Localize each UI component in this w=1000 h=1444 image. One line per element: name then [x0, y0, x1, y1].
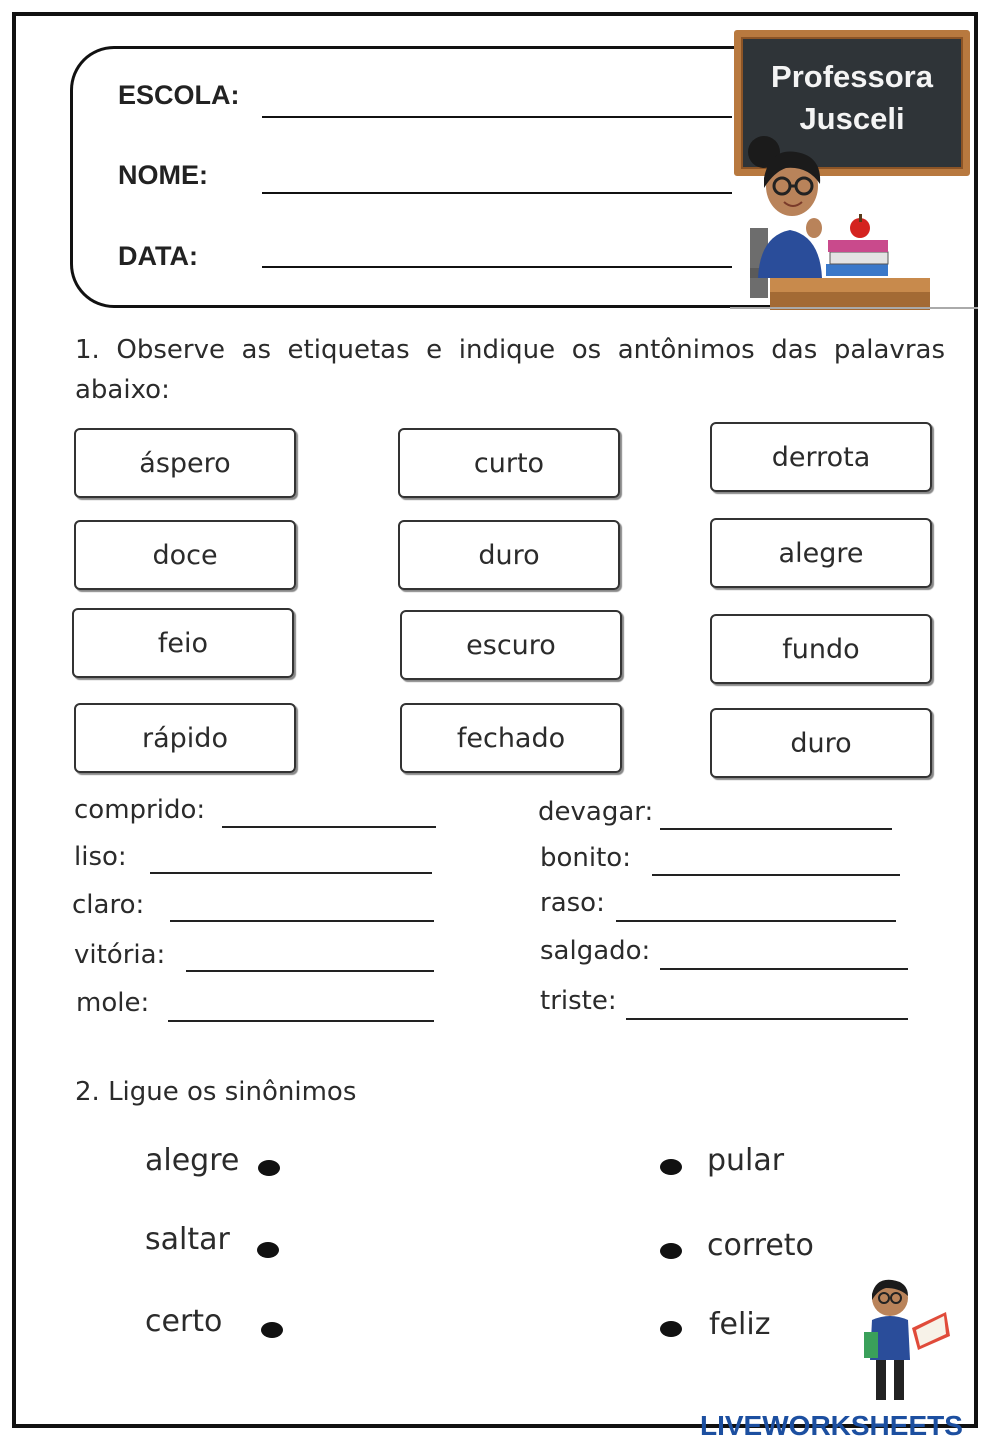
- student-reading-icon: [856, 1276, 956, 1408]
- tag-label: derrota: [710, 422, 932, 492]
- answer-line[interactable]: [170, 920, 434, 922]
- tag-label: duro: [710, 708, 932, 778]
- synonym-right-word: pular: [707, 1143, 785, 1178]
- teacher-illustration-icon: [730, 118, 978, 310]
- match-dot-left[interactable]: [258, 1160, 280, 1176]
- answer-line[interactable]: [150, 872, 432, 874]
- school-label: ESCOLA:: [118, 80, 240, 110]
- match-dot-right[interactable]: [660, 1243, 682, 1259]
- tag-label: fechado: [400, 703, 622, 773]
- school-line[interactable]: [262, 116, 732, 118]
- synonym-left-word: certo: [145, 1304, 223, 1339]
- tag-label: rápido: [74, 703, 296, 773]
- antonym-prompt: vitória:: [74, 940, 166, 970]
- name-label: NOME:: [118, 160, 208, 190]
- synonym-right-word: correto: [707, 1228, 814, 1263]
- date-line[interactable]: [262, 266, 732, 268]
- antonym-prompt: comprido:: [74, 795, 206, 825]
- answer-line[interactable]: [660, 968, 908, 970]
- answer-line[interactable]: [186, 970, 434, 972]
- answer-line[interactable]: [616, 920, 896, 922]
- match-dot-left[interactable]: [261, 1322, 283, 1338]
- synonym-left-word: alegre: [145, 1143, 240, 1178]
- antonym-prompt: claro:: [72, 890, 145, 920]
- question-1-text: 1. Observe as etiquetas e indique os antônimos das palavras abaixo:: [75, 335, 945, 405]
- antonym-prompt: mole:: [76, 988, 150, 1018]
- question-2-text: 2. Ligue os sinônimos: [75, 1077, 357, 1107]
- tag-label: áspero: [74, 428, 296, 498]
- tag-label: doce: [74, 520, 296, 590]
- answer-line[interactable]: [222, 826, 436, 828]
- name-line[interactable]: [262, 192, 732, 194]
- tag-label: duro: [398, 520, 620, 590]
- synonym-left-word: saltar: [145, 1222, 230, 1257]
- antonym-prompt: triste:: [540, 986, 617, 1016]
- liveworksheets-watermark: LIVEWORKSHEETS: [700, 1410, 963, 1441]
- tag-label: fundo: [710, 614, 932, 684]
- antonym-prompt: bonito:: [540, 843, 631, 873]
- board-line-1: Professora: [771, 59, 933, 94]
- antonym-prompt: salgado:: [540, 936, 651, 966]
- board-line-2: Jusceli: [799, 101, 905, 136]
- date-label: DATA:: [118, 241, 198, 271]
- match-dot-right[interactable]: [660, 1321, 682, 1337]
- tag-label: curto: [398, 428, 620, 498]
- match-dot-right[interactable]: [660, 1159, 682, 1175]
- synonym-right-word: feliz: [709, 1307, 771, 1342]
- antonym-prompt: devagar:: [538, 797, 654, 827]
- antonym-prompt: raso:: [540, 888, 605, 918]
- answer-line[interactable]: [626, 1018, 908, 1020]
- tag-label: alegre: [710, 518, 932, 588]
- antonym-prompt: liso:: [74, 842, 127, 872]
- answer-line[interactable]: [652, 874, 900, 876]
- answer-line[interactable]: [660, 828, 892, 830]
- match-dot-left[interactable]: [257, 1242, 279, 1258]
- answer-line[interactable]: [168, 1020, 434, 1022]
- tag-label: feio: [72, 608, 294, 678]
- tag-label: escuro: [400, 610, 622, 680]
